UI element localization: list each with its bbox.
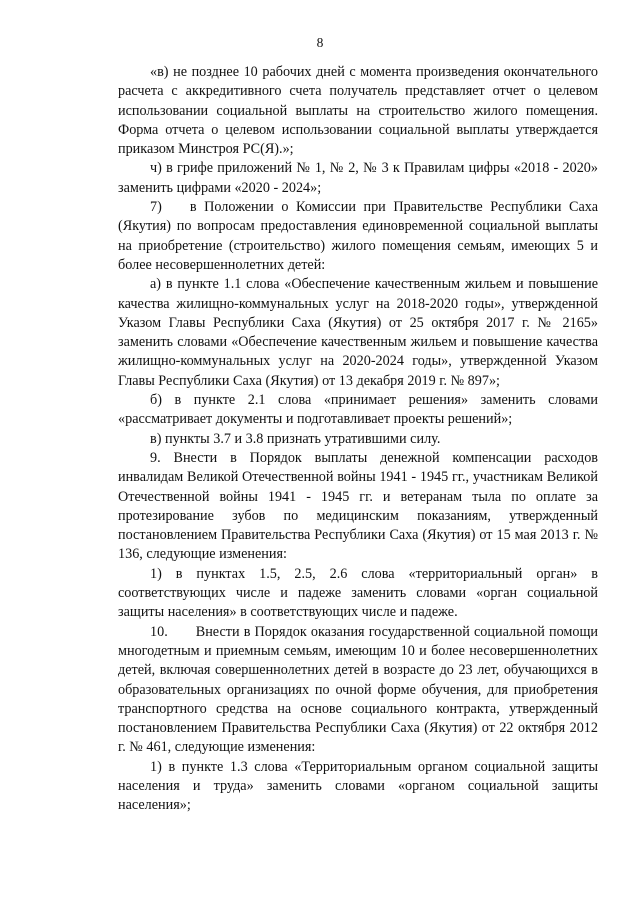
page-number: 8 — [316, 35, 324, 50]
paragraph: ч) в грифе приложений № 1, № 2, № 3 к Правилам цифры «2018 - 2020» заменить цифрами «2020 - 2024»; — [118, 160, 598, 196]
paragraph: б) в пункте 2.1 слова «принимает решения» заменить словами «рассматривает документы и подготавливает проекты решений»; — [118, 392, 598, 428]
paragraph: 9. Внести в Порядок выплаты денежной компенсации расходов инвалидам Великой Отечественной войны 1941 - 1945 гг., участникам Великой Отечественной войны 1941 - 1945 гг. и ветеранам тыла по оплате за протезирование зубов по медицинским показаниям, утвержденный постановлением Правительства Республики Саха (Якутия) от 15 мая 2013 г. № 136, следующие изменения: — [118, 449, 598, 563]
paragraph-text: Внести в Порядок оказания государственной социальной помощи многодетным и приемным семьям, имеющим 10 и более несовершеннолетних детей, включая совершеннолетних детей в возрасте до 23 лет, обучающихся в образовательных организациях по очной форме обучения, для приобретения транспортного средства на основе социального контракта, утвержденный постановлением Правительства Республики Саха (Якутия) от 22 октября 2012 г. № 461, следующие изменения: — [118, 623, 598, 756]
paragraph-numbered — [118, 623, 598, 758]
paragraph: а) в пункте 1.1 слова «Обеспечение качественным жильем и повышение качества жилищно-коммунальных услуг на 2018-2020 годы», утвержденной Указом Главы Республики Саха (Якутия) от 25 октября 2017 г. № 2165» заменить словами «Обеспечение качественным жильем и повышение качества жилищно-коммунальных услуг на 2020-2024 годы», утвержденной Указом Главы Республики Саха (Якутия) от 13 декабря 2019 г. № 897»; — [118, 276, 598, 389]
item-number: 7) — [150, 199, 162, 216]
document-body — [118, 63, 598, 816]
paragraph: 1) в пункте 1.3 слова «Территориальным органом социальной защиты населения и труда» заменить словами «органом социальной защиты населения»; — [118, 758, 598, 814]
paragraph: «в) не позднее 10 рабочих дней с момента произведения окончательного расчета с аккредитивного счета получатель представляет отчет о целевом использовании социальной выплаты на строительство жилого помещения. Форма отчета о целевом использовании социальной выплаты утверждается приказом Минстроя РС(Я).»; — [118, 64, 598, 158]
paragraph: в) пункты 3.7 и 3.8 признать утратившими силу. — [150, 430, 441, 447]
item-number: 10. — [150, 623, 168, 640]
paragraph-text: в Положении о Комиссии при Правительстве Республики Саха (Якутия) по вопросам предоставления единовременной социальной выплаты на приобретение (строительство) жилого помещения семьям, имеющих 5 и более несовершеннолетних детей: — [118, 199, 598, 273]
paragraph-numbered — [118, 198, 598, 275]
paragraph: 1) в пунктах 1.5, 2.5, 2.6 слова «территориальный орган» в соответствующих числе и падеже заменить словами «орган социальной защиты населения» в соответствующих числе и падеже. — [118, 565, 598, 621]
